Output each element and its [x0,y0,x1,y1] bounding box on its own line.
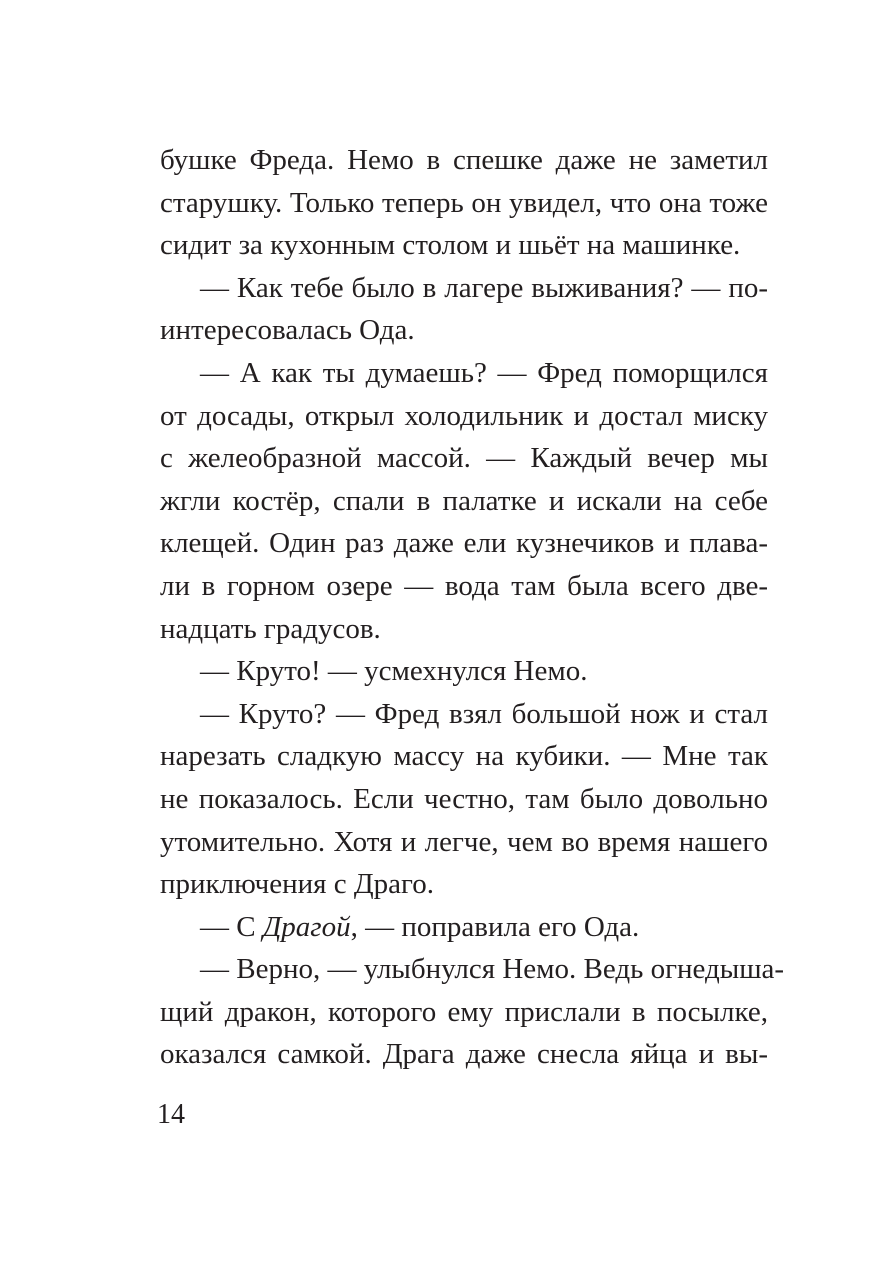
text-line: ли в горном озере — вода там была всего две- [160,569,768,602]
italic-name: Драгой [262,910,351,943]
page-number: 14 [157,1099,185,1130]
text-line: надцать градусов. [160,612,381,645]
text-line: — А как ты думаешь? — Фред поморщился [200,356,768,389]
text-line: старушку. Только теперь он увидел, что она тоже [160,186,768,219]
text-line: утомительно. Хотя и легче, чем во время нашего [160,825,768,858]
text-line: приключения с Драго. [160,868,434,901]
text-fragment: , — поправила его Ода. [350,910,640,943]
text-line: — Круто? — Фред взял большой нож и стал [200,697,768,730]
text-line: нарезать сладкую массу на кубики. — Мне так [160,740,768,773]
text-line: — Верно, — улыбнулся Немо. Ведь огнедыша- [200,953,785,986]
text-line: от досады, открыл холодильник и достал миску [160,399,768,432]
text-line: бушке Фреда. Немо в спешке даже не заметил [160,144,768,176]
text-line: сидит за кухонным столом и шьёт на машинке. [160,229,741,262]
text-fragment: — С [200,910,263,943]
text-line: — Как тебе было в лагере выживания? — по- [200,271,768,304]
text-line: с желеобразной массой. — Каждый вечер мы [160,442,768,475]
text-line: интересовалась Ода. [160,314,415,347]
text-line: жгли костёр, спали в палатке и искали на себе [160,484,768,517]
text-line: не показалось. Если честно, там было довольно [160,782,768,815]
text-line: оказался самкой. Драга даже снесла яйца и вы- [160,1038,768,1071]
body-text [160,139,785,1076]
text-line: — Круто! — усмехнулся Немо. [200,655,588,688]
text-line: клещей. Один раз даже ели кузнечиков и плава- [160,527,768,560]
text-line: щий дракон, которого ему прислали в посылке, [160,995,768,1028]
text-line-with-italic [160,906,768,949]
